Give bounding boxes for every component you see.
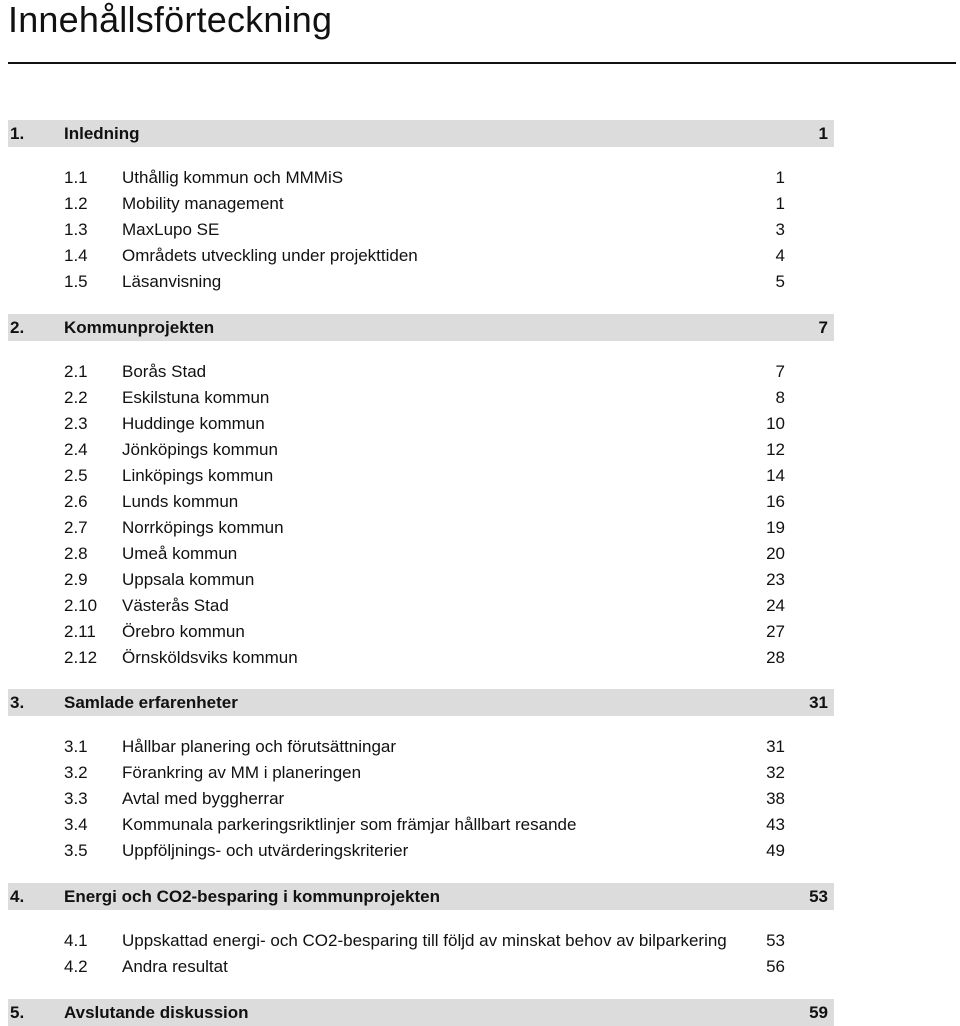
chapter-page-number: 59 (809, 1003, 828, 1022)
entry-title: Umeå kommun (122, 544, 238, 563)
toc-entry[interactable] (0, 218, 800, 242)
entry-page-number: 14 (766, 466, 785, 485)
entry-page-number: 5 (775, 272, 785, 291)
entry-number: 3.3 (64, 789, 88, 808)
entry-title: Lunds kommun (122, 492, 239, 511)
toc-entry[interactable] (0, 490, 800, 514)
chapter-number: 4. (10, 887, 25, 906)
chapter-title: Inledning (64, 124, 140, 143)
toc-entry[interactable] (0, 735, 800, 759)
entry-number: 1.5 (64, 272, 88, 291)
entry-page-number: 31 (766, 737, 785, 756)
entry-number: 2.6 (64, 492, 88, 511)
entry-page-number: 12 (766, 440, 785, 459)
entry-title: Läsanvisning (122, 272, 222, 291)
toc-chapter-heading[interactable] (8, 120, 834, 147)
entry-title: Uthållig kommun och MMMiS (122, 168, 344, 187)
chapter-title: Kommunprojekten (64, 318, 215, 337)
entry-number: 3.5 (64, 841, 88, 860)
toc-entry[interactable] (0, 516, 800, 540)
chapter-page-number: 7 (818, 318, 828, 337)
entry-title: Områdets utveckling under projekttiden (122, 246, 418, 265)
entry-page-number: 4 (775, 246, 785, 265)
toc-entry[interactable] (0, 360, 800, 384)
toc-entry[interactable] (0, 166, 800, 190)
entry-number: 1.4 (64, 246, 88, 265)
entry-page-number: 1 (775, 168, 785, 187)
chapter-number: 5. (10, 1003, 25, 1022)
entry-page-number: 32 (766, 763, 785, 782)
entry-number: 3.2 (64, 763, 88, 782)
toc-entry[interactable] (0, 955, 800, 979)
toc-entry[interactable] (0, 438, 800, 462)
entry-number: 4.2 (64, 957, 88, 976)
toc-entry[interactable] (0, 646, 800, 670)
toc-entry[interactable] (0, 568, 800, 592)
chapter-page-number: 1 (818, 124, 828, 143)
entry-title: MaxLupo SE (122, 220, 220, 239)
entry-title: Avtal med byggherrar (122, 789, 285, 808)
entry-page-number: 24 (766, 596, 785, 615)
entry-page-number: 38 (766, 789, 785, 808)
entry-title: Örnsköldsviks kommun (122, 648, 298, 667)
toc-entry[interactable] (0, 412, 800, 436)
entry-number: 2.2 (64, 388, 88, 407)
entry-page-number: 43 (766, 815, 785, 834)
entry-page-number: 8 (775, 388, 785, 407)
entry-page-number: 19 (766, 518, 785, 537)
chapter-page-number: 31 (809, 693, 828, 712)
entry-number: 2.3 (64, 414, 88, 433)
entry-title: Huddinge kommun (122, 414, 265, 433)
entry-page-number: 49 (766, 841, 785, 860)
entry-page-number: 1 (775, 194, 785, 213)
entry-page-number: 16 (766, 492, 785, 511)
entry-number: 4.1 (64, 931, 88, 950)
toc-entry[interactable] (0, 787, 800, 811)
entry-page-number: 23 (766, 570, 785, 589)
entry-title: Förankring av MM i planeringen (122, 763, 362, 782)
toc-entry[interactable] (0, 761, 800, 785)
toc-entry[interactable] (0, 386, 800, 410)
entry-page-number: 53 (766, 931, 785, 950)
entry-title: Hållbar planering och förutsättningar (122, 737, 397, 756)
toc-entry[interactable] (0, 192, 800, 216)
entry-page-number: 3 (775, 220, 785, 239)
page-title: Innehållsförteckning (8, 0, 333, 40)
entry-number: 2.9 (64, 570, 88, 589)
entry-title: Örebro kommun (122, 622, 245, 641)
entry-title: Västerås Stad (122, 596, 229, 615)
entry-number: 1.2 (64, 194, 88, 213)
entry-number: 2.5 (64, 466, 88, 485)
chapter-number: 2. (10, 318, 25, 337)
toc-chapter-heading[interactable] (8, 689, 834, 716)
toc-chapter-heading[interactable] (8, 883, 834, 910)
entry-title: Uppsala kommun (122, 570, 255, 589)
entry-number: 3.1 (64, 737, 88, 756)
entry-title: Borås Stad (122, 362, 207, 381)
entry-title: Norrköpings kommun (122, 518, 284, 537)
entry-number: 2.12 (64, 648, 98, 667)
toc-chapter-heading[interactable] (8, 999, 834, 1026)
chapter-number: 3. (10, 693, 25, 712)
chapter-title: Energi och CO2-besparing i kommunprojekten (64, 887, 440, 906)
chapter-page-number: 53 (809, 887, 828, 906)
toc-entry[interactable] (0, 839, 800, 863)
entry-title: Jönköpings kommun (122, 440, 278, 459)
toc-chapter-heading[interactable] (8, 314, 834, 341)
entry-number: 2.11 (64, 622, 96, 641)
entry-number: 3.4 (64, 815, 88, 834)
entry-title: Andra resultat (122, 957, 228, 976)
entry-title: Uppföljnings- och utvärderingskriterier (122, 841, 409, 860)
toc-entry[interactable] (0, 594, 800, 618)
entry-number: 2.8 (64, 544, 88, 563)
entry-page-number: 27 (766, 622, 785, 641)
entry-page-number: 20 (766, 544, 785, 563)
toc-entry[interactable] (0, 542, 800, 566)
entry-page-number: 7 (775, 362, 785, 381)
entry-number: 2.4 (64, 440, 88, 459)
entry-title: Linköpings kommun (122, 466, 274, 485)
entry-title: Kommunala parkeringsriktlinjer som främjar hållbart resande (122, 815, 577, 834)
toc-entry[interactable] (0, 620, 800, 644)
toc-entry[interactable] (0, 244, 800, 268)
entry-number: 2.10 (64, 596, 98, 615)
entry-number: 2.7 (64, 518, 88, 537)
chapter-number: 1. (10, 124, 25, 143)
chapter-title: Avslutande diskussion (64, 1003, 249, 1022)
toc-entry[interactable] (0, 464, 800, 488)
entry-page-number: 56 (766, 957, 785, 976)
entry-number: 1.3 (64, 220, 88, 239)
entry-number: 2.1 (64, 362, 88, 381)
chapter-title: Samlade erfarenheter (64, 693, 238, 712)
toc-entry[interactable] (0, 813, 800, 837)
toc-entry[interactable] (0, 929, 800, 953)
entry-page-number: 10 (766, 414, 785, 433)
entry-number: 1.1 (64, 168, 88, 187)
entry-title: Mobility management (122, 194, 284, 213)
entry-title: Eskilstuna kommun (122, 388, 270, 407)
entry-title: Uppskattad energi- och CO2-besparing till följd av minskat behov av bilparkering (122, 931, 727, 950)
toc-entry[interactable] (0, 270, 800, 294)
entry-page-number: 28 (766, 648, 785, 667)
